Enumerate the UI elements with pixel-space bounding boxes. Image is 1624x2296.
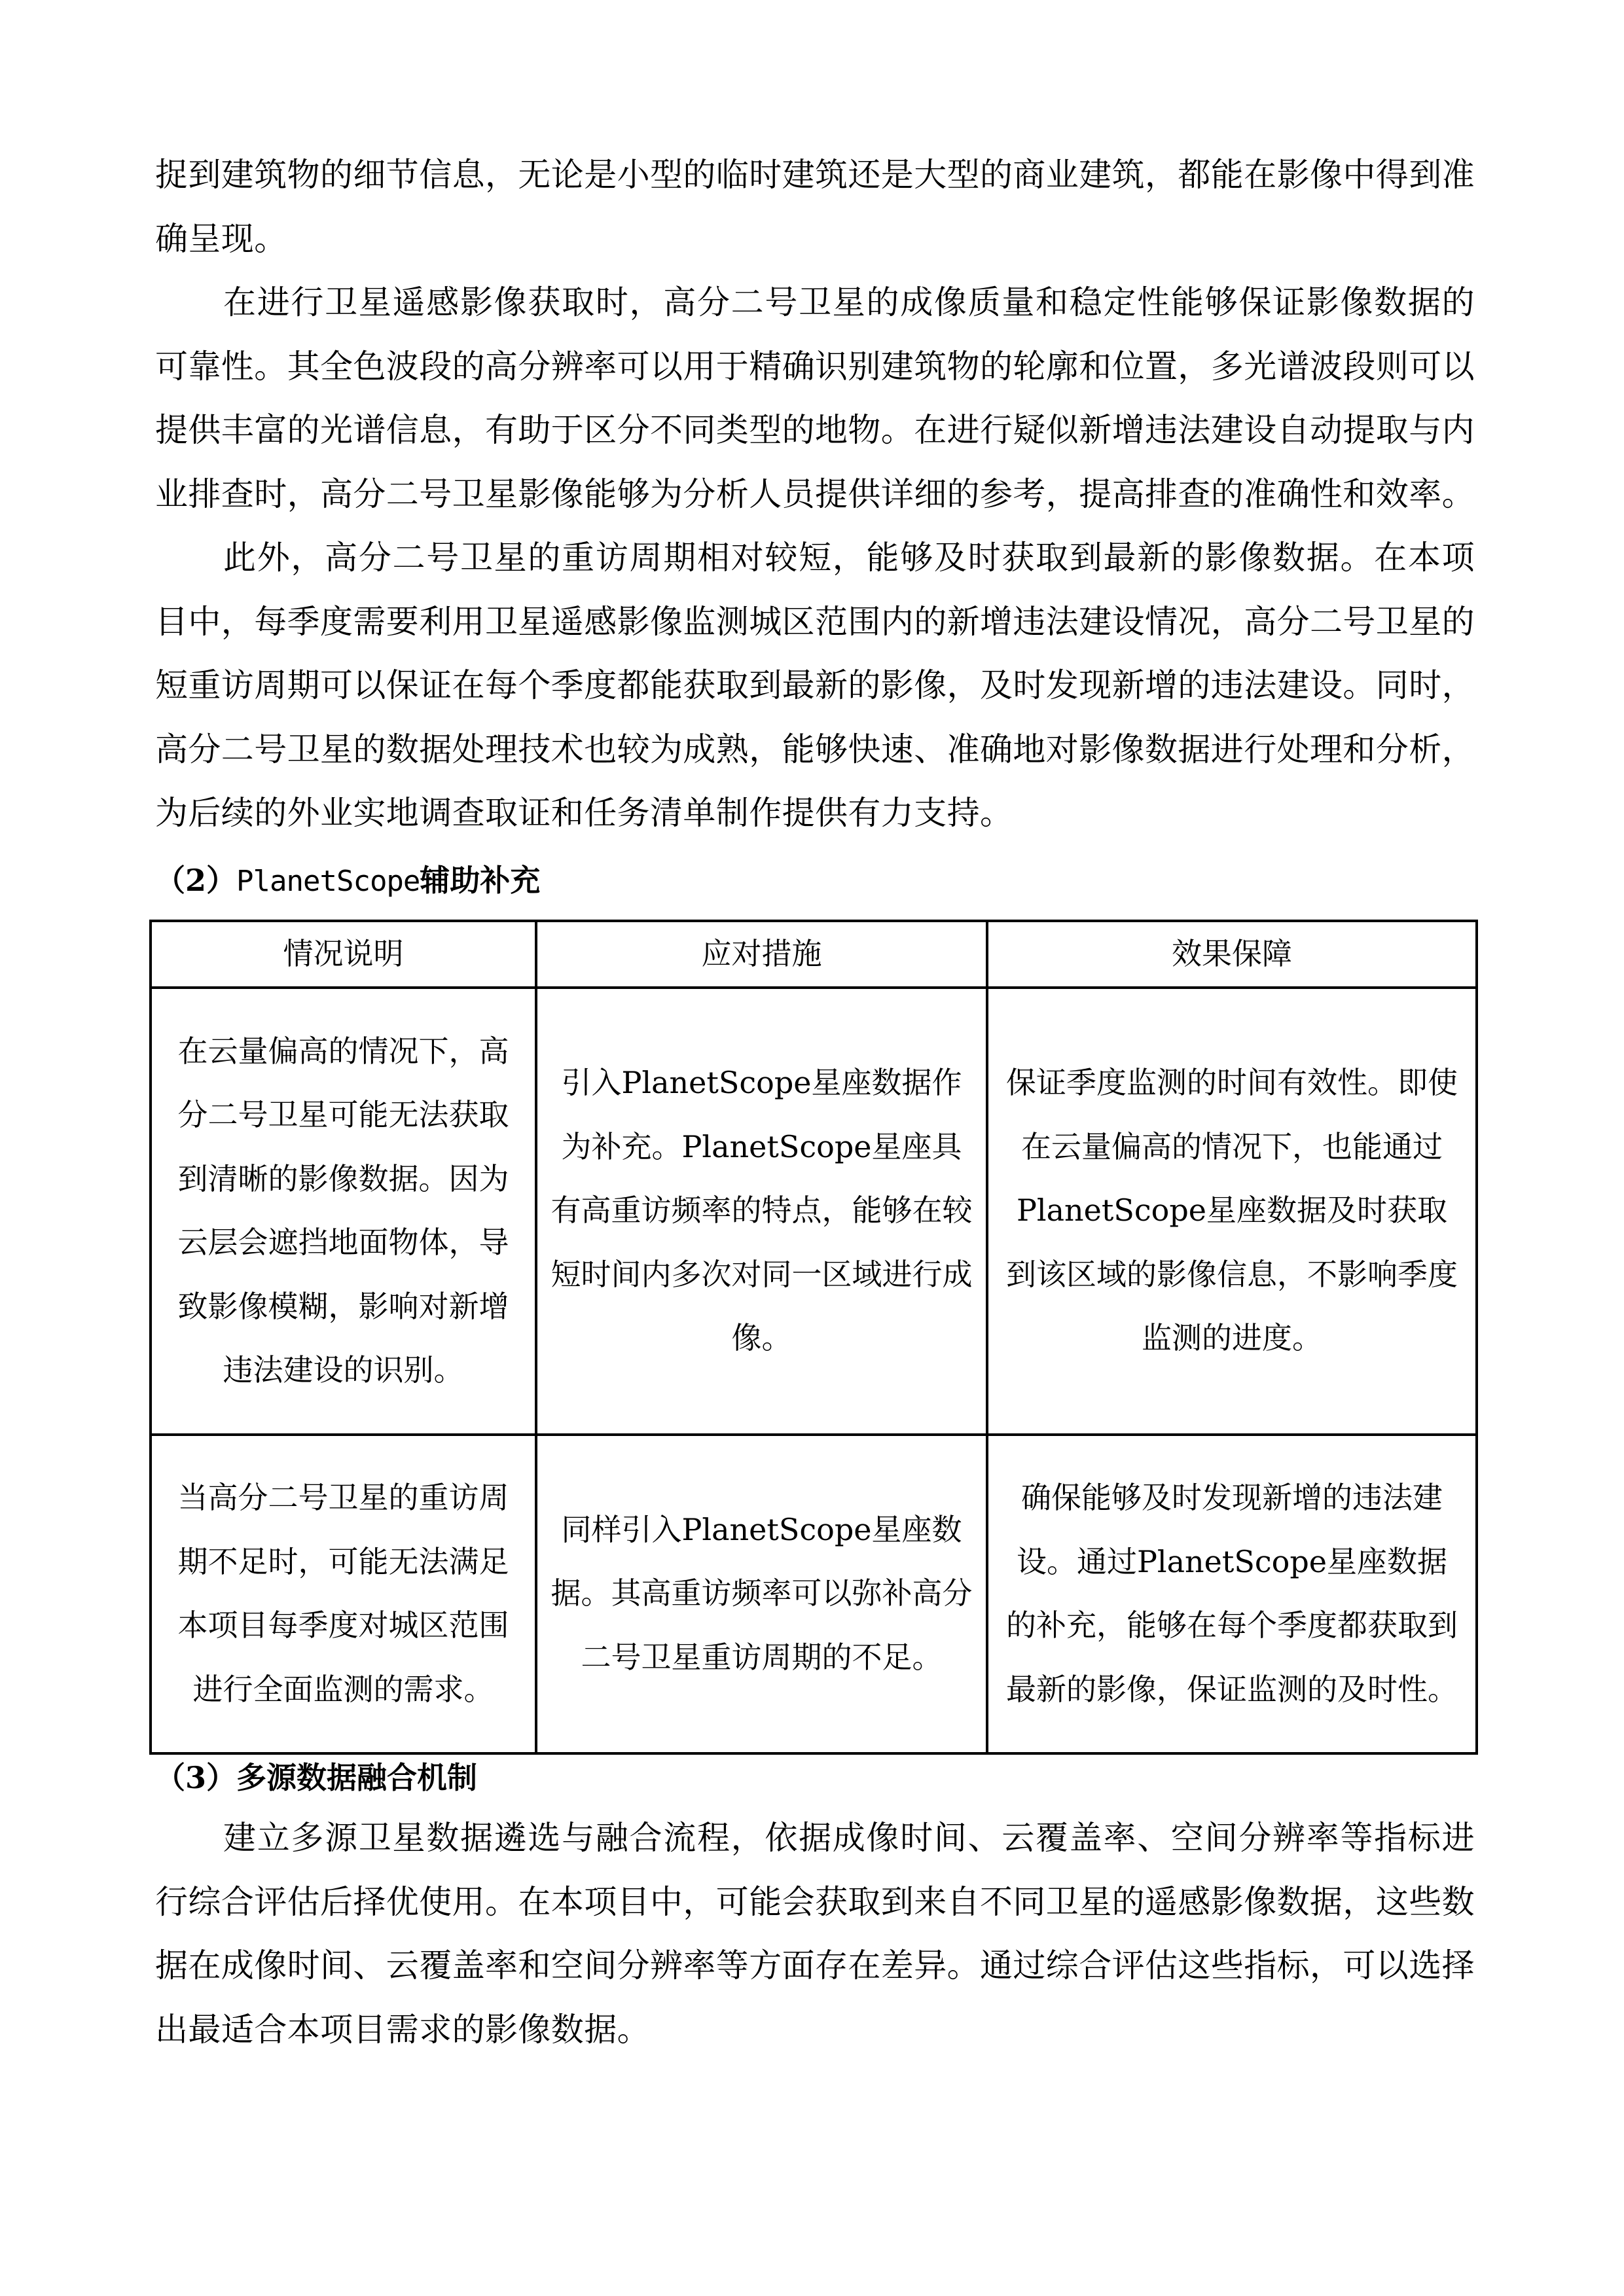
cell-measure: 同样引入PlanetScope星座数据。其高重访频率可以弥补高分二号卫星重访周期的不足。 — [536, 1435, 987, 1753]
planetscope-measures-table — [149, 920, 1478, 1755]
table-row — [151, 988, 1477, 1435]
paragraph-fusion-mechanism: 建立多源卫星数据遴选与融合流程，依据成像时间、云覆盖率、空间分辨率等指标进行综合评估后择优使用。在本项目中，可能会获取到来自不同卫星的遥感影像数据，这些数据在成像时间、云覆盖率和空间分辨率等方面存在差异。通过综合评估这些指标，可以选择出最适合本项目需求的影像数据。 — [155, 1819, 1475, 2049]
cell-guarantee: 保证季度监测的时间有效性。即使在云量偏高的情况下，也能通过PlanetScope星座数据及时获取到该区域的影像信息，不影响季度监测的进度。 — [987, 988, 1477, 1435]
cell-situation: 在云量偏高的情况下，高分二号卫星可能无法获取到清晰的影像数据。因为云层会遮挡地面物体，导致影像模糊，影响对新增违法建设的识别。 — [151, 988, 536, 1435]
cell-situation: 当高分二号卫星的重访周期不足时，可能无法满足本项目每季度对城区范围进行全面监测的需求。 — [151, 1435, 536, 1753]
table-header-row — [151, 921, 1477, 988]
table-row — [151, 1435, 1477, 1753]
header-situation: 情况说明 — [151, 921, 536, 988]
section-latin-term: PlanetScope — [236, 865, 420, 898]
cell-measure: 引入PlanetScope星座数据作为补充。PlanetScope星座具有高重访频率的特点，能够在较短时间内多次对同一区域进行成像。 — [536, 988, 987, 1435]
section-number: （2） — [155, 863, 237, 898]
paragraph-revisit-cycle: 此外，高分二号卫星的重访周期相对较短，能够及时获取到最新的影像数据。在本项目中，每季度需要利用卫星遥感影像监测城区范围内的新增违法建设情况，高分二号卫星的短重访周期可以保证在每个季度都能获取到最新的影像，及时发现新增的违法建设。同时，高分二号卫星的数据处理技术也较为成熟，能够快速、准确地对影像数据进行处理和分析，为后续的外业实地调查取证和任务清单制作提供有力支持。 — [155, 539, 1475, 832]
paragraph-continuation: 捉到建筑物的细节信息，无论是小型的临时建筑还是大型的商业建筑，都能在影像中得到准确呈现。 — [155, 156, 1475, 258]
header-guarantee: 效果保障 — [987, 921, 1477, 988]
section-heading-planetscope — [155, 861, 540, 901]
paragraph-imaging-quality: 在进行卫星遥感影像获取时，高分二号卫星的成像质量和稳定性能够保证影像数据的可靠性。其全色波段的高分辨率可以用于精确识别建筑物的轮廓和位置，多光谱波段则可以提供丰富的光谱信息，有助于区分不同类型的地物。在进行疑似新增违法建设自动提取与内业排查时，高分二号卫星影像能够为分析人员提供详细的参考，提高排查的准确性和效率。 — [155, 283, 1475, 513]
section-title-suffix: 辅助补充 — [420, 863, 541, 898]
cell-guarantee: 确保能够及时发现新增的违法建设。通过PlanetScope星座数据的补充，能够在每个季度都获取到最新的影像，保证监测的及时性。 — [987, 1435, 1477, 1753]
header-measure: 应对措施 — [536, 921, 987, 988]
section-heading-fusion: （3）多源数据融合机制 — [155, 1760, 478, 1795]
